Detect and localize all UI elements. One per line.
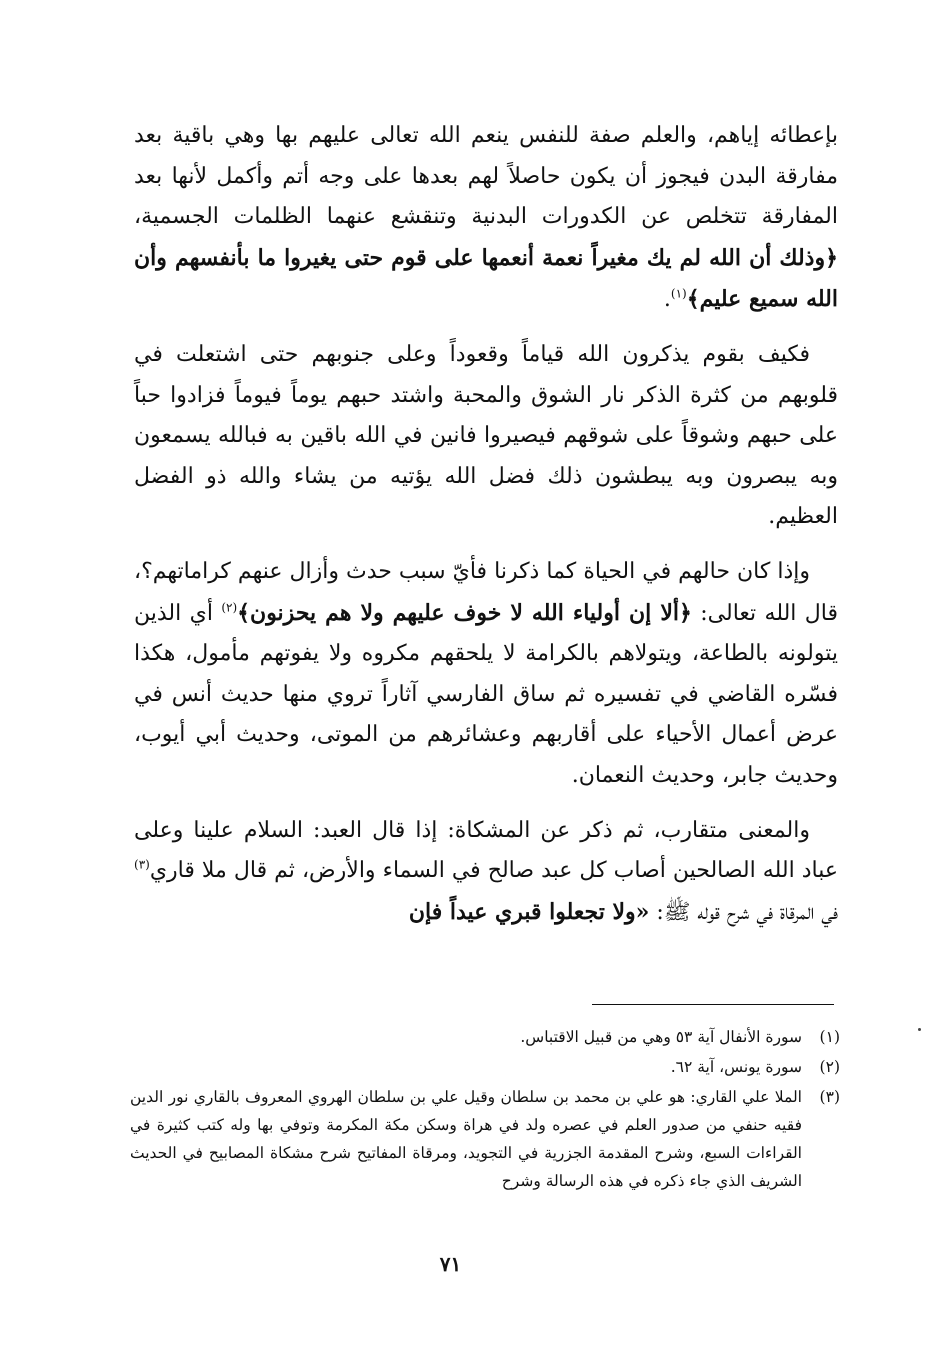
paragraph-4-text-a: والمعنى متقارب، ثم ذكر عن المشكاة: إذا قال العبد: السلام علينا وعلى عباد الله الصالحين أصاب كل عبد صالح في السماء والأرض، ثم قال ملا قاري bbox=[134, 817, 838, 884]
scan-speck bbox=[918, 1028, 921, 1031]
paragraph-1 bbox=[134, 116, 838, 321]
quran-verse-anfal-53: ﴿وذلك أن الله لم يك مغيراً نعمة أنعمها على قوم حتى يغيروا ما بأنفسهم وأن الله سميع عليم﴾ bbox=[134, 244, 838, 313]
paragraph-2-text: فكيف بقوم يذكرون الله قياماً وقعوداً وعلى جنوبهم حتى اشتعلت في قلوبهم من كثرة الذكر نار الشوق والمحبة واشتد حبهم يوماً فيوماً فزادوا حباً على حبهم وشوقاً على شوقهم فيصيروا فانين في الله باقين به فبالله يسمعون وبه يبصرون وبه يبطشون ذلك فضل الله يؤتيه من يشاء والله ذو الفضل العظيم. bbox=[134, 341, 838, 530]
paragraph-3 bbox=[134, 552, 838, 797]
paragraph-1-text-a: بإعطائه إياهم، والعلم صفة للنفس ينعم الله تعالى عليهم بها وهي باقية بعد مفارقة البدن فيجوز أن يكون حاصلاً لهم بعدها على وجه أتم وأكمل لأنها بعد المفارقة تتخلص عن الكدورات البدنية وتنقشع عنهما الظلمات الجسمية، bbox=[134, 123, 838, 230]
footnote-ref-2: (٢) bbox=[221, 600, 238, 615]
main-text bbox=[134, 116, 838, 933]
footnote-text: سورة الأنفال آية ٥٣ وهي من قبيل الاقتباس. bbox=[520, 1028, 802, 1046]
paragraph-1-text-b: . bbox=[663, 287, 671, 313]
paragraph-2 bbox=[134, 335, 838, 538]
paragraph-4-text-b: في المرقاة في شرح قوله ﷺ: bbox=[649, 899, 838, 925]
footnote-number: (٣) bbox=[819, 1088, 840, 1106]
paragraph-3-text-b: أي الذين يتولونه بالطاعة، ويتولاهم بالكرامة لا يلحقهم مكروه ولا يفوتهم مأمول، هكذا فسّره القاضي في تفسيره ثم ساق الفارسي آثاراً تروي منها حديث أنس في عرض أعمال الأحياء على أقاربهم وعشائرهم من الموتى، وحديث أبي أيوب، وحديث جابر، وحديث النعمان. bbox=[134, 600, 838, 788]
hadith-quote: «ولا تجعلوا قبري عيداً فإن bbox=[408, 898, 650, 925]
footnote-text: الملا علي القاري: هو علي بن محمد بن سلطان وقيل علي بن سلطان الهروي المعروف بالقاري نور الدين فقيه حنفي من صدور العلم في عصره ولد في هراة وسكن مكة المكرمة وتوفي بها وله كتب كثيرة في القراءات السبع، وشرح المقدمة الجزرية في التجويد، ومرقاة المفاتيح شرح مشكاة المصابيح في الحديث الشريف الذي جاء ذكره في هذه الرسالة وشرح bbox=[130, 1088, 802, 1190]
footnote-number: (١) bbox=[819, 1028, 840, 1046]
footnote-ref-1: (١) bbox=[670, 287, 687, 302]
footnote-number: (٢) bbox=[819, 1058, 840, 1076]
footnote-3 bbox=[130, 1083, 840, 1195]
footnote-text: سورة يونس، آية ٦٢. bbox=[670, 1058, 802, 1076]
page-number: ٧١ bbox=[439, 1252, 462, 1276]
footnote-ref-3: (٣) bbox=[134, 857, 150, 872]
paragraph-4 bbox=[134, 811, 838, 934]
footnote-1 bbox=[130, 1023, 840, 1051]
footnotes bbox=[130, 1023, 840, 1195]
paragraph-3-text-a: وإذا كان حالهم في الحياة كما ذكرنا فأيّ سبب حدث وأزال عنهم كراماتهم؟، قال الله تعالى: bbox=[134, 558, 838, 626]
footnote-separator bbox=[592, 1004, 834, 1005]
quran-verse-yunus-62: ﴿ألا إن أولياء الله لا خوف عليهم ولا هم يحزنون﴾ bbox=[237, 599, 692, 626]
footnote-2 bbox=[130, 1053, 840, 1081]
